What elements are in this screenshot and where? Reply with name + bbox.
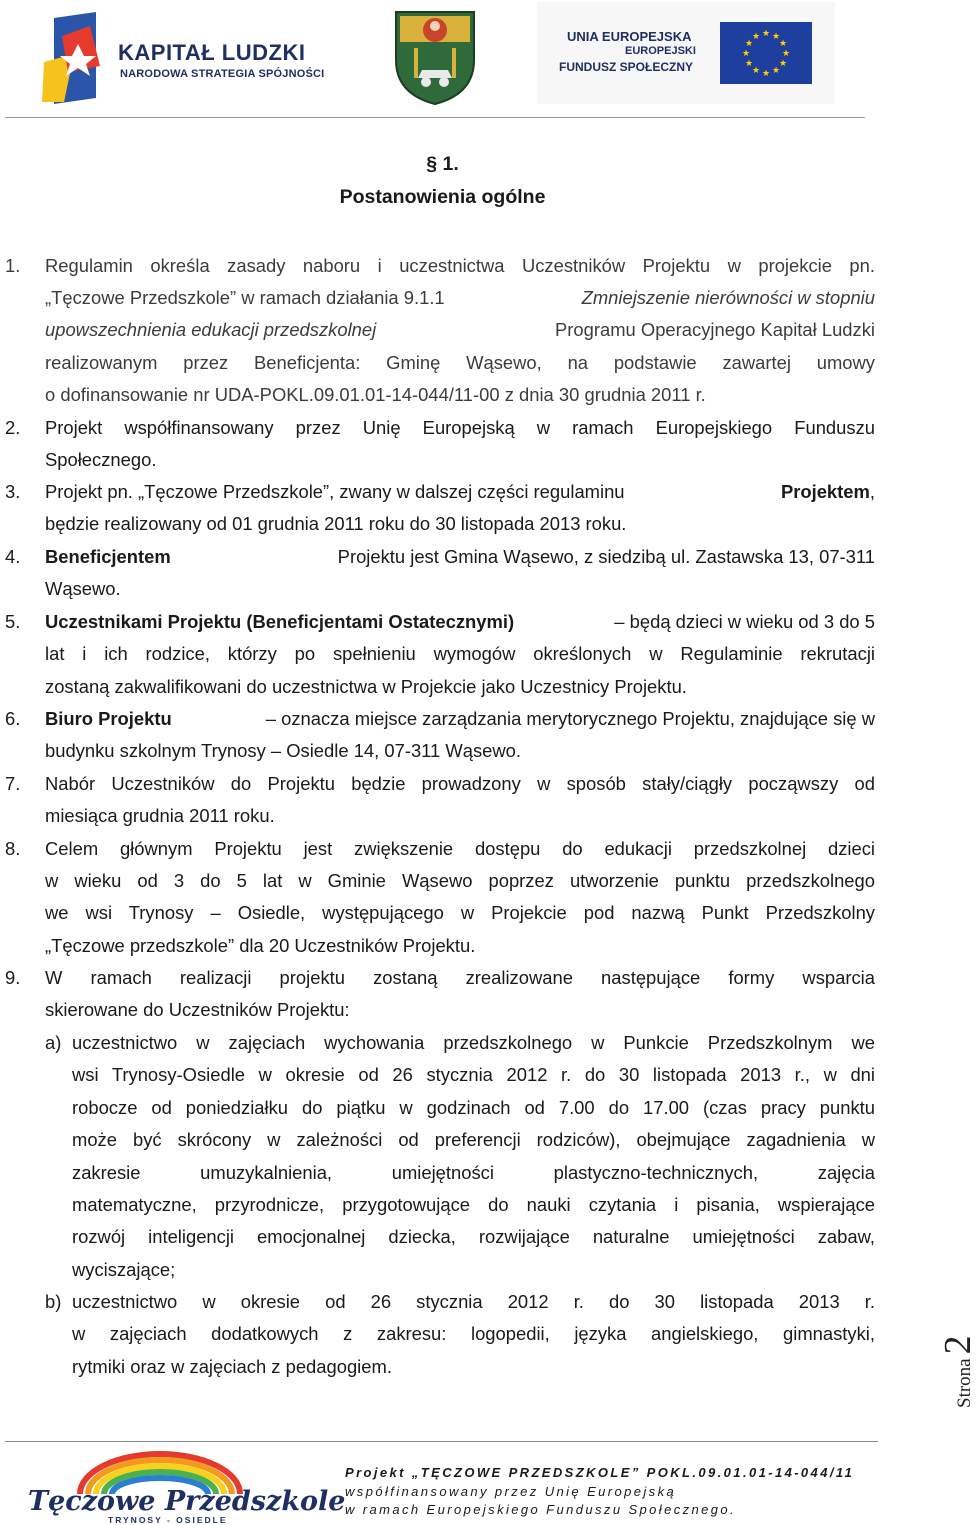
item-4-beneficjent-term: Beneficjentem: [45, 546, 171, 567]
item-9-line-2: skierowane do Uczestników Projektu:: [45, 999, 350, 1020]
footer-cofinanced-line: współfinansowany przez Unię Europejską: [345, 1484, 677, 1499]
svg-text:★: ★: [771, 32, 781, 42]
item-2-line-1: Projekt współfinansowany przez Unię Europejską w ramach Europejskiego Funduszu: [45, 417, 875, 438]
item-5-line-2: lat i ich rodzice, którzy po spełnieniu wymogów określonych w Regulaminie rekrutacji: [45, 643, 875, 664]
svg-text:★: ★: [771, 66, 781, 76]
footer-divider: [5, 1441, 878, 1442]
item-4-line-1: [45, 545, 875, 569]
item-1-line-4: realizowanym przez Beneficjenta: Gminę Wąsewo, na podstawie zawartej umowy: [45, 352, 875, 373]
item-5-line-1-text: – będą dzieci w wieku od 3 do 5: [614, 611, 875, 632]
item-9a-line-6: matematyczne, przyrodnicze, przygotowujące do nauki czytania i pisania, wspierające: [72, 1194, 875, 1215]
footer-logo-text: Tęczowe Przedszkole: [28, 1486, 346, 1517]
svg-text:★: ★: [741, 49, 751, 59]
item-2-line-2: Społecznego.: [45, 449, 157, 470]
item-9a-line-4: może być skrócony w zależności od preferencji rodziców), obejmujące zagadnienia w: [72, 1129, 875, 1150]
item-6-line-1-text: – oznacza miejsce zarządzania merytorycznego Projektu, znajdujące się w: [265, 708, 875, 729]
item-9a-line-1: uczestnictwo w zajęciach wychowania przedszkolnego w Punkcie Przedszkolnym we: [72, 1032, 875, 1053]
item-6-number: 6.: [5, 708, 21, 729]
page-number-marker: [936, 1335, 980, 1408]
item-3-comma: ,: [869, 481, 875, 502]
item-9a-label: a): [45, 1032, 62, 1053]
eu-flag-icon: [720, 22, 812, 84]
item-8-line-2: w wieku od 3 do 5 lat w Gminie Wąsewo poprzez utworzenie punktu przedszkolnego: [45, 870, 875, 891]
svg-text:★: ★: [751, 66, 761, 76]
footer-logo-subtitle: TRYNOSY - OSIEDLE: [108, 1515, 228, 1525]
item-8-line-3: we wsi Trynosy – Osiedle, występującego w Projekcie pod nazwą Punkt Przedszkolny: [45, 902, 875, 923]
item-5-line-1: [45, 610, 875, 634]
item-1-program-name-part-2: upowszechnienia edukacji przedszkolnej: [45, 319, 377, 340]
footer-project-line: Projekt „TĘCZOWE PRZEDSZKOLE” POKL.09.01.01-14-044/11: [345, 1465, 855, 1480]
svg-text:★: ★: [751, 32, 761, 42]
municipal-crest: [392, 8, 478, 106]
item-9-line-1: W ramach realizacji projektu zostaną zrealizowane następujące formy wsparcia: [45, 967, 875, 988]
item-9b-line-3: rytmiki oraz w zajęciach z pedagogiem.: [72, 1356, 392, 1377]
item-5-uczestnicy-term: Uczestnikami Projektu (Beneficjentami Ostatecznymi): [45, 611, 515, 632]
eu-subtitle-1: EUROPEJSKI: [625, 45, 696, 57]
item-9a-line-5: zakresie umuzykalnienia, umiejętności plastyczno-technicznych, zajęcia: [72, 1162, 875, 1183]
item-5-number: 5.: [5, 611, 21, 632]
item-3-number: 3.: [5, 481, 21, 502]
item-9b-line-1: uczestnictwo w okresie od 26 stycznia 2012 r. do 30 listopada 2013 r.: [72, 1291, 875, 1312]
item-9a-line-8: wyciszające;: [72, 1259, 176, 1280]
item-8-line-4: „Tęczowe przedszkole” dla 20 Uczestników Projektu.: [45, 935, 476, 956]
item-1-number: 1.: [5, 255, 21, 276]
item-3-line-1-text: Projekt pn. „Tęczowe Przedszkole”, zwany w dalszej części regulaminu: [45, 481, 625, 502]
item-4-line-1-text: Projektu jest Gmina Wąsewo, z siedzibą ul. Zastawska 13, 07-311: [337, 546, 875, 567]
svg-text:★: ★: [761, 29, 771, 39]
item-7-number: 7.: [5, 773, 21, 794]
item-1-line-3: [45, 318, 875, 342]
item-7-line-1: Nabór Uczestników do Projektu będzie prowadzony w sposób stały/ciągły począwszy od: [45, 773, 875, 794]
svg-text:★: ★: [744, 39, 754, 49]
coat-of-arms-icon: [392, 8, 478, 106]
svg-text:★: ★: [781, 49, 791, 59]
svg-text:★: ★: [761, 69, 771, 79]
item-9b-label: b): [45, 1291, 62, 1312]
teczowe-przedszkole-logo: [20, 1450, 346, 1525]
item-9b-line-2: w zajęciach dodatkowych z zakresu: logopedii, języka angielskiego, gimnastyki,: [72, 1323, 875, 1344]
item-3-line-1: [45, 480, 875, 504]
item-1-line-2-text: „Tęczowe Przedszkole” w ramach działania 9.1.1: [45, 287, 445, 308]
item-6-biuro-term: Biuro Projektu: [45, 708, 172, 729]
kapital-ludzki-title: KAPITAŁ LUDZKI: [118, 40, 306, 65]
eu-logo: [537, 2, 835, 104]
kapital-ludzki-logo: [40, 10, 340, 105]
item-4-line-2: Wąsewo.: [45, 578, 121, 599]
svg-text:★: ★: [778, 39, 788, 49]
footer-fund-line: w ramach Europejskiego Funduszu Społecznego.: [345, 1502, 737, 1517]
item-3-line-2: będzie realizowany od 01 grudnia 2011 roku do 30 listopada 2013 roku.: [45, 513, 627, 534]
item-6-line-1: [45, 707, 875, 731]
item-5-line-3: zostaną zakwalifikowani do uczestnictwa w Projekcie jako Uczestnicy Projektu.: [45, 676, 687, 697]
item-7-line-2: miesiąca grudnia 2011 roku.: [45, 805, 275, 826]
svg-text:★: ★: [744, 59, 754, 69]
svg-text:★: ★: [778, 59, 788, 69]
item-6-line-2: budynku szkolnym Trynosy – Osiedle 14, 07-311 Wąsewo.: [45, 740, 522, 761]
item-8-line-1: Celem głównym Projektu jest zwiększenie dostępu do edukacji przedszkolnej dzieci: [45, 838, 875, 859]
item-9a-line-3: robocze od poniedziałku do piątku w godzinach od 7.00 do 17.00 (czas pracy punktu: [72, 1097, 875, 1118]
kapital-ludzki-emblem-icon: [40, 10, 120, 105]
header-divider: [5, 117, 865, 118]
page-word: Strona: [954, 1358, 975, 1408]
item-9a-line-7: rozwój inteligencji emocjonalnej dziecka, rozwijające naturalne umiejętności zabaw,: [72, 1226, 875, 1247]
item-4-number: 4.: [5, 546, 21, 567]
item-1-program-name-part-1: Zmniejszenie nierówności w stopniu: [581, 287, 875, 308]
item-1-line-3-text: Programu Operacyjnego Kapitał Ludzki: [555, 319, 875, 340]
item-2-number: 2.: [5, 417, 21, 438]
item-3-projektem-term: Projektem: [780, 481, 870, 502]
item-1-line-2: [45, 286, 875, 310]
item-8-number: 8.: [5, 838, 21, 859]
item-1-line-1: Regulamin określa zasady naboru i uczestnictwa Uczestników Projektu w projekcie pn.: [45, 255, 875, 276]
page-number: 2: [937, 1335, 979, 1355]
item-1-line-5: o dofinansowanie nr UDA-POKL.09.01.01-14-044/11-00 z dnia 30 grudnia 2011 r.: [45, 384, 706, 405]
eu-subtitle-2: FUNDUSZ SPOŁECZNY: [559, 60, 694, 74]
eu-title: UNIA EUROPEJSKA: [567, 29, 692, 44]
item-9a-line-2: wsi Trynosy-Osiedle w okresie od 26 stycznia 2012 r. do 30 listopada 2013 r., w dni: [72, 1064, 875, 1085]
item-9-number: 9.: [5, 967, 21, 988]
kapital-ludzki-subtitle: NARODOWA STRATEGIA SPÓJNOŚCI: [120, 68, 325, 80]
section-number: § 1.: [426, 153, 459, 175]
section-title: Postanowienia ogólne: [339, 186, 546, 208]
